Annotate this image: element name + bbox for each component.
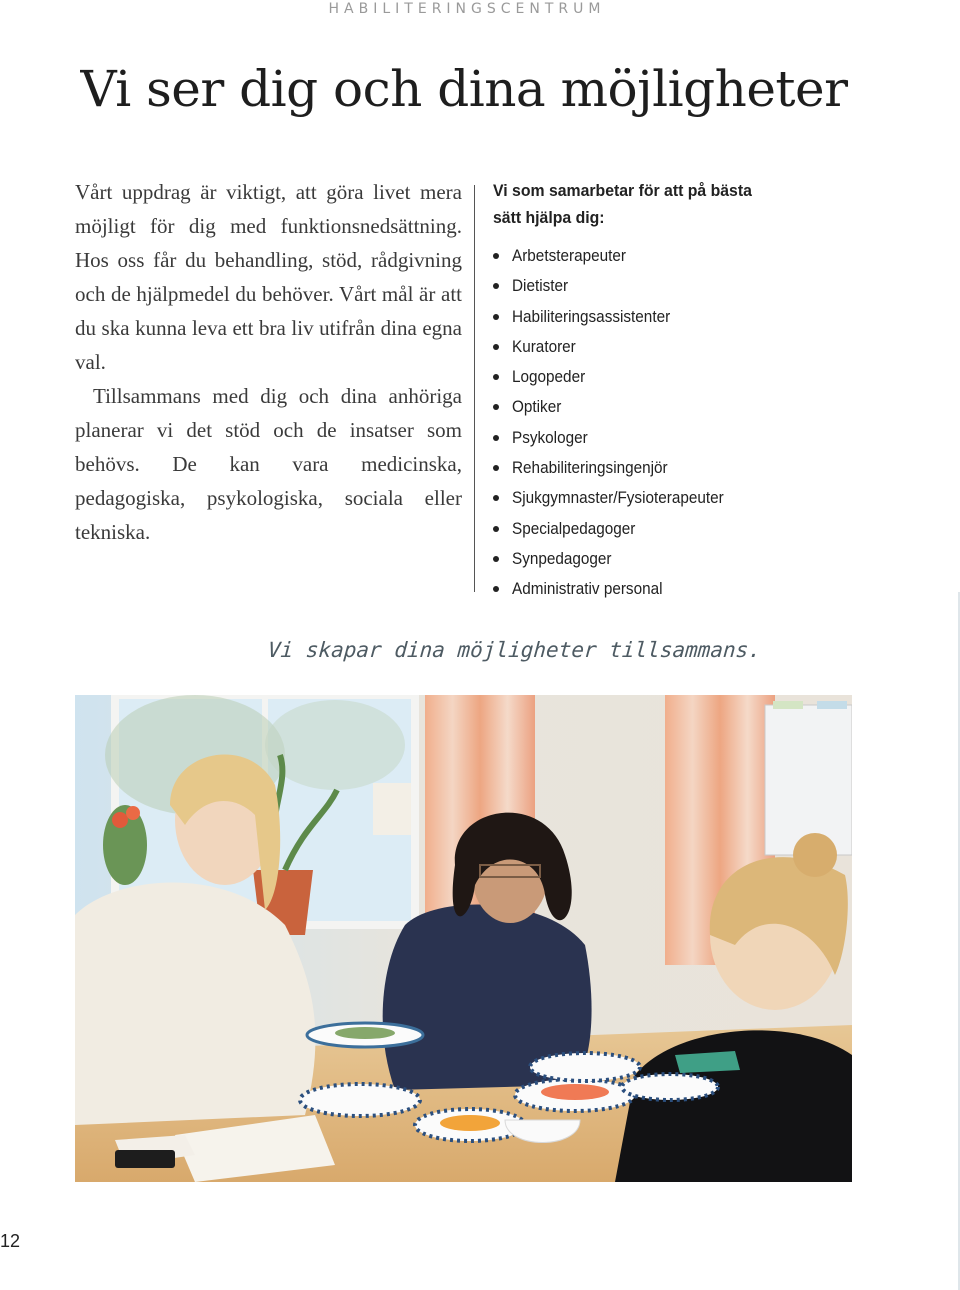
intro-text	[75, 175, 462, 549]
team-heading: Vi som samarbetar för att på bästa sätt hjälpa dig:	[493, 181, 752, 227]
list-item: Logopeder	[493, 362, 823, 392]
list-item: Dietister	[493, 271, 823, 301]
bullet-icon	[493, 556, 499, 562]
bullet-icon	[493, 435, 499, 441]
list-item: Psykologer	[493, 423, 823, 453]
team-list-section	[493, 177, 823, 605]
bullet-icon	[493, 344, 499, 350]
list-item: Arbetsterapeuter	[493, 241, 823, 271]
bullet-icon	[493, 253, 499, 259]
bullet-icon	[493, 283, 499, 289]
list-item: Kuratorer	[493, 332, 823, 362]
list-item: Synpedagoger	[493, 544, 823, 574]
list-item: Optiker	[493, 392, 823, 422]
bullet-icon	[493, 495, 499, 501]
team-list	[493, 241, 823, 605]
bullet-icon	[493, 465, 499, 471]
intro-paragraph-1: Vårt uppdrag är viktigt, att göra livet mera möjligt för dig med funktionsnedsättning. Hos oss får du behandling, stöd, rådgivning och de hjälpmedel du behöver. Vårt mål är att du ska kunna leva ett bra liv utifrån dina egna val.	[75, 180, 462, 374]
page-title: Vi ser dig och dina möjligheter	[80, 60, 848, 118]
tagline: Vi skapar dina möjligheter tillsammans.	[267, 638, 762, 662]
list-item: Habiliteringsassistenter	[493, 302, 823, 332]
section-header-label: HABILITERINGSCENTRUM	[328, 1, 606, 17]
bullet-icon	[493, 404, 499, 410]
list-item: Rehabiliteringsingenjör	[493, 453, 823, 483]
bullet-icon	[493, 526, 499, 532]
list-item: Administrativ personal	[493, 574, 823, 604]
photo-people-at-table	[75, 695, 852, 1182]
intro-paragraph-2: Tillsammans med dig och dina anhöriga planerar vi det stöd och de insatser som behövs. De kan vara medicinska, pedagogiska, psykologiska, sociala eller tekniska.	[75, 384, 462, 544]
bullet-icon	[493, 374, 499, 380]
page-number: 12	[0, 1231, 21, 1251]
bullet-icon	[493, 586, 499, 592]
bullet-icon	[493, 314, 499, 320]
list-item: Sjukgymnaster/Fysioterapeuter	[493, 483, 823, 513]
column-divider	[474, 185, 475, 592]
list-item: Specialpedagoger	[493, 514, 823, 544]
